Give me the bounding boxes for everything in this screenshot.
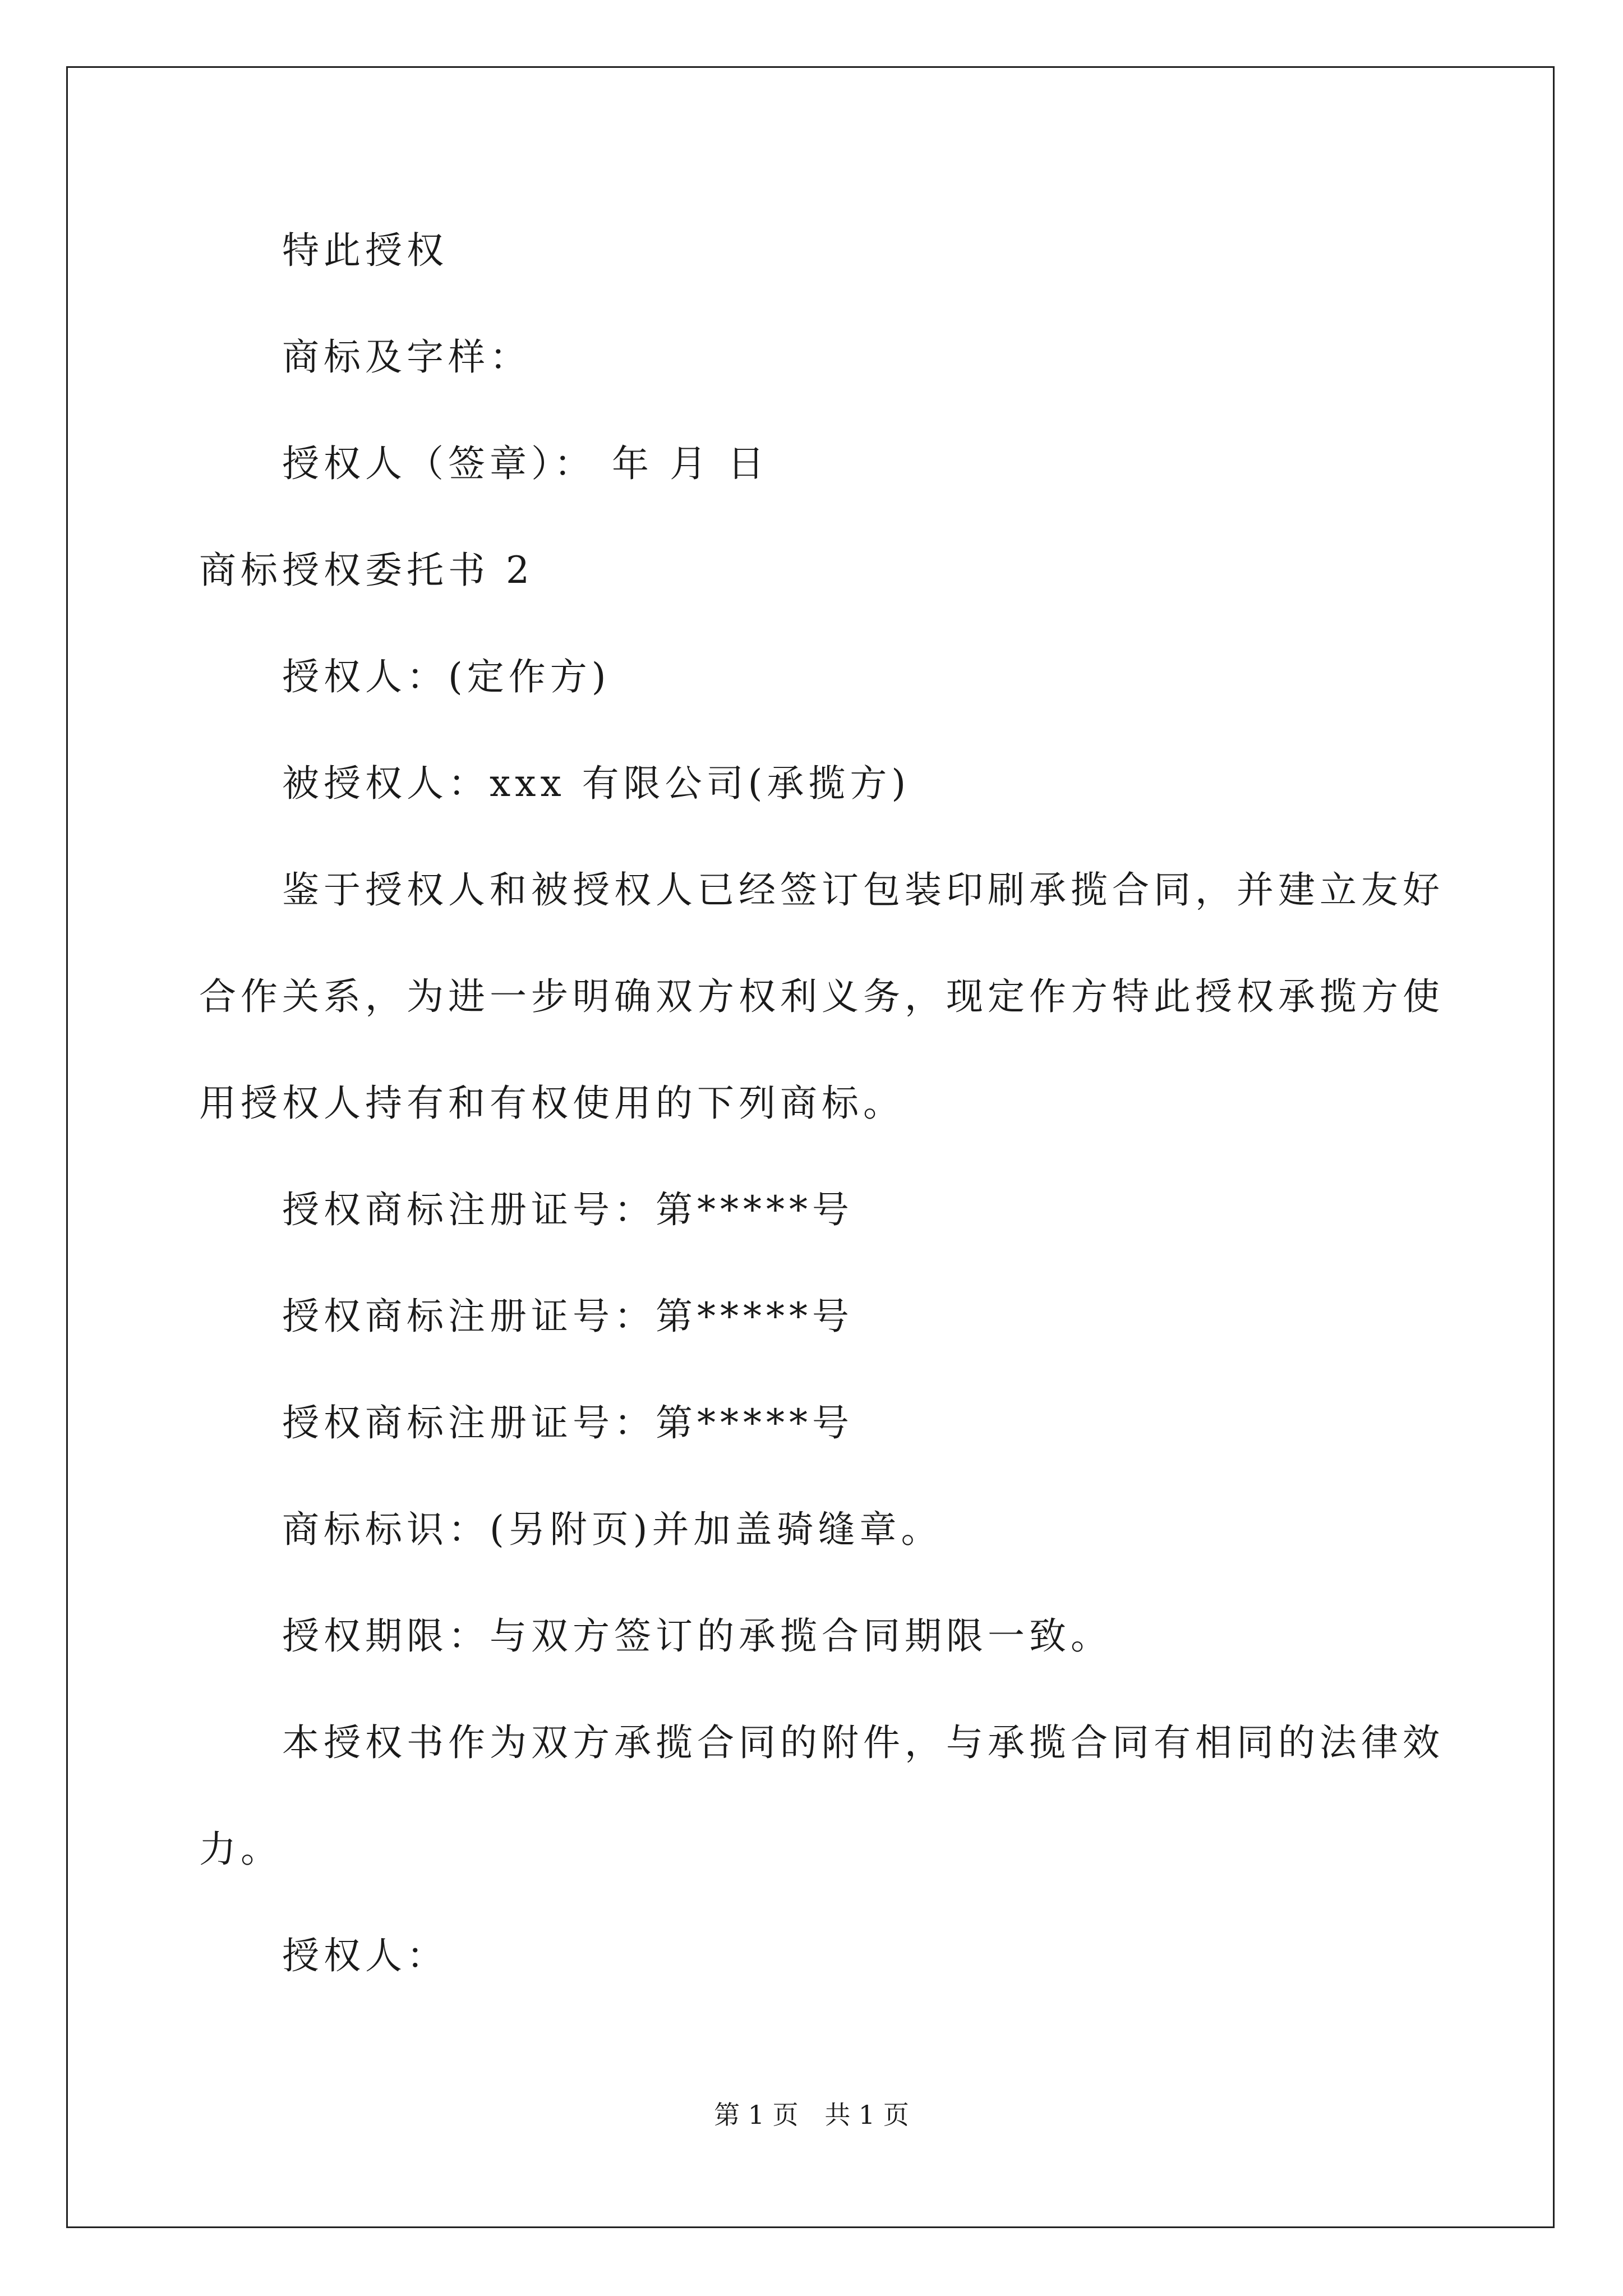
text-line: 商标标识：(另附页)并加盖骑缝章。 bbox=[282, 1508, 943, 1551]
text-line: 授权商标注册证号：第*****号 bbox=[282, 1295, 854, 1338]
section-heading: 商标授权委托书 2 bbox=[199, 549, 534, 592]
text-line: 授权人： bbox=[282, 1934, 448, 1977]
page-total: 共 1 页 bbox=[824, 2100, 909, 2130]
text-line: 授权商标注册证号：第*****号 bbox=[282, 1401, 854, 1444]
paragraph-line: 鉴于授权人和被授权人已经签订包装印刷承揽合同，并建立友好 bbox=[282, 868, 1444, 912]
text-line: 授权商标注册证号：第*****号 bbox=[282, 1188, 854, 1231]
text-line: 特此授权 bbox=[282, 229, 448, 272]
text-line: 授权人（签章）： 年 月 日 bbox=[282, 442, 769, 485]
text-line: 授权期限：与双方签订的承揽合同期限一致。 bbox=[282, 1614, 1112, 1658]
text-line: 授权人：(定作方) bbox=[282, 655, 611, 698]
paragraph-line: 力。 bbox=[199, 1828, 282, 1871]
paragraph-line: 用授权人持有和有权使用的下列商标。 bbox=[199, 1082, 905, 1125]
page-footer bbox=[0, 2099, 1623, 2131]
page-number: 第 1 页 bbox=[714, 2100, 799, 2130]
paragraph-line: 本授权书作为双方承揽合同的附件，与承揽合同有相同的法律效 bbox=[282, 1721, 1444, 1764]
page-border bbox=[66, 66, 1555, 2228]
text-line: 商标及字样： bbox=[282, 335, 531, 379]
paragraph-line: 合作关系，为进一步明确双方权利义务，现定作方特此授权承揽方使 bbox=[199, 975, 1444, 1018]
text-line: 被授权人：xxx 有限公司(承揽方) bbox=[282, 762, 911, 805]
